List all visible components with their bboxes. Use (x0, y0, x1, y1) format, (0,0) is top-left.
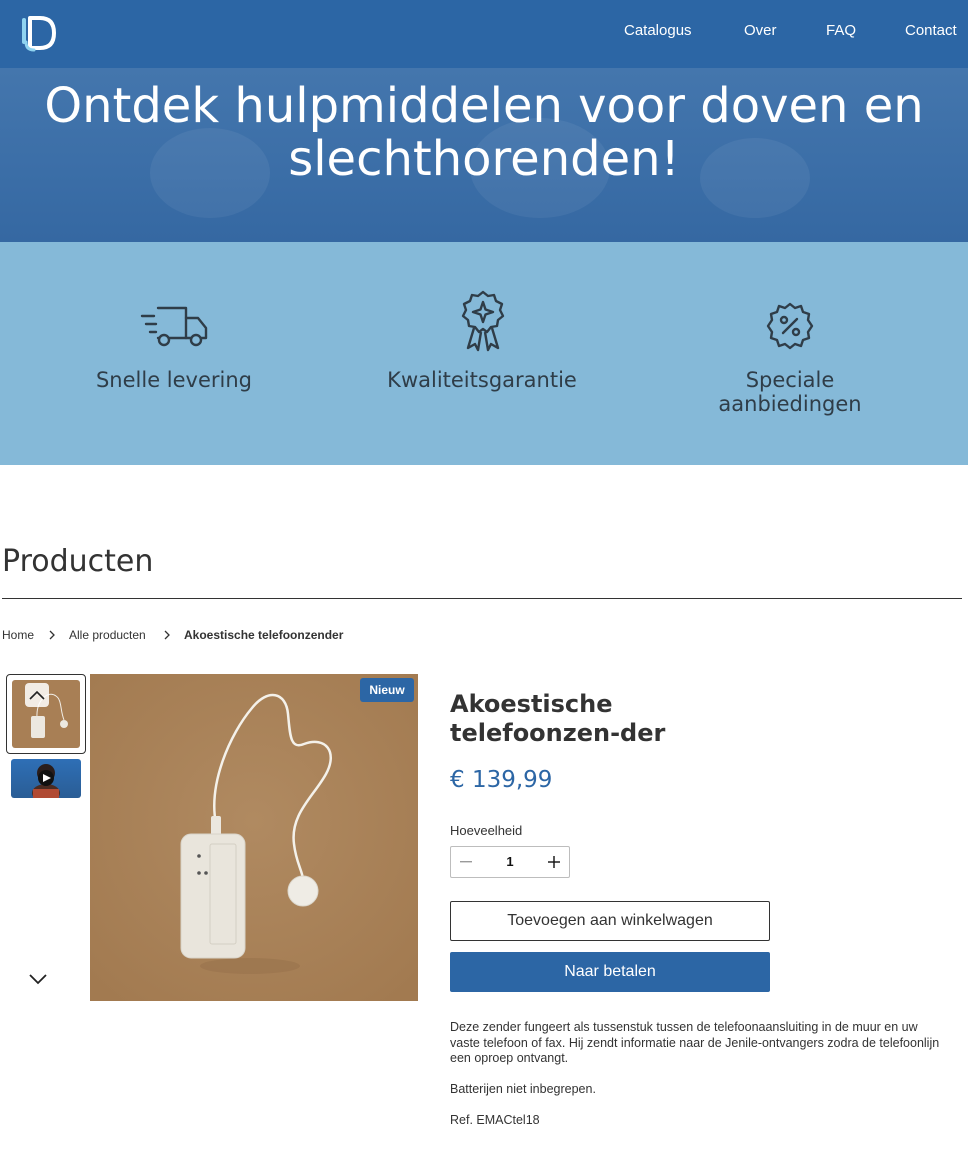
product-reference: Ref. EMACtel18 (450, 1113, 540, 1127)
feature-label: Snelle levering (95, 368, 253, 392)
nav-catalogus[interactable]: Catalogus (624, 22, 692, 39)
quantity-input[interactable]: 1 (506, 854, 514, 869)
nav-over[interactable]: Over (744, 22, 777, 39)
breadcrumb-all-products[interactable]: Alle producten (69, 628, 146, 642)
increase-quantity-button[interactable] (539, 847, 569, 877)
features-strip (0, 242, 968, 465)
minus-icon (460, 861, 472, 863)
nav-faq[interactable]: FAQ (826, 22, 857, 39)
product-price: € 139,99 (450, 767, 553, 793)
award-medal-icon (460, 290, 506, 352)
thumbnail-scroll-up-button[interactable] (25, 683, 49, 707)
phone-transmitter-photo-graphic (90, 674, 418, 1001)
quantity-label: Hoeveelheid (450, 823, 523, 838)
battery-note: Batterijen niet inbegrepen. (450, 1082, 596, 1096)
section-title: Producten (2, 544, 154, 579)
breadcrumb-current: Akoestische telefoonzender (184, 628, 344, 642)
new-badge: Nieuw (360, 678, 414, 702)
decrease-quantity-button[interactable] (451, 847, 481, 877)
feature-quality (322, 242, 642, 465)
plus-icon (548, 856, 560, 868)
checkout-button[interactable]: Naar betalen (450, 952, 770, 992)
product-title: Akoestische telefoonzen-der (450, 690, 666, 747)
product-main-image[interactable] (90, 674, 418, 1001)
thumbnail-video[interactable] (11, 759, 81, 798)
chevron-right-icon (48, 630, 56, 640)
feature-label: Kwaliteitsgarantie (387, 368, 577, 392)
feature-special-offers (630, 242, 950, 465)
chevron-up-icon (29, 690, 45, 700)
top-navigation-bar (0, 0, 968, 68)
section-divider (2, 598, 962, 599)
discount-badge-icon (766, 302, 814, 350)
video-thumbnail-graphic (11, 759, 81, 798)
nav-contact[interactable]: Contact (905, 22, 957, 39)
feature-label: Speciale aanbiedingen (718, 368, 862, 416)
thumbnail-scroll-down-button[interactable] (26, 968, 50, 990)
delivery-truck-icon (140, 304, 210, 348)
add-to-cart-button[interactable]: Toevoegen aan winkelwagen (450, 901, 770, 941)
breadcrumb-home[interactable]: Home (2, 628, 35, 642)
chevron-right-icon (163, 630, 171, 640)
quantity-stepper (450, 846, 570, 878)
hero-title: Ontdek hulpmiddelen voor doven en slechthorenden! (44, 78, 924, 187)
product-description: Deze zender fungeert als tussenstuk tussen de telefoonaansluiting in de muur en uw vaste telefoon of fax. Hij zendt informatie naar de Jenile-ontvangers zodra de telefoonlijn een oproep ontvangt. (450, 1020, 940, 1065)
thumbnail-product-image[interactable] (6, 674, 86, 754)
hero-banner (0, 68, 968, 242)
logo-d-icon[interactable] (18, 12, 58, 54)
feature-fast-delivery (14, 242, 334, 465)
